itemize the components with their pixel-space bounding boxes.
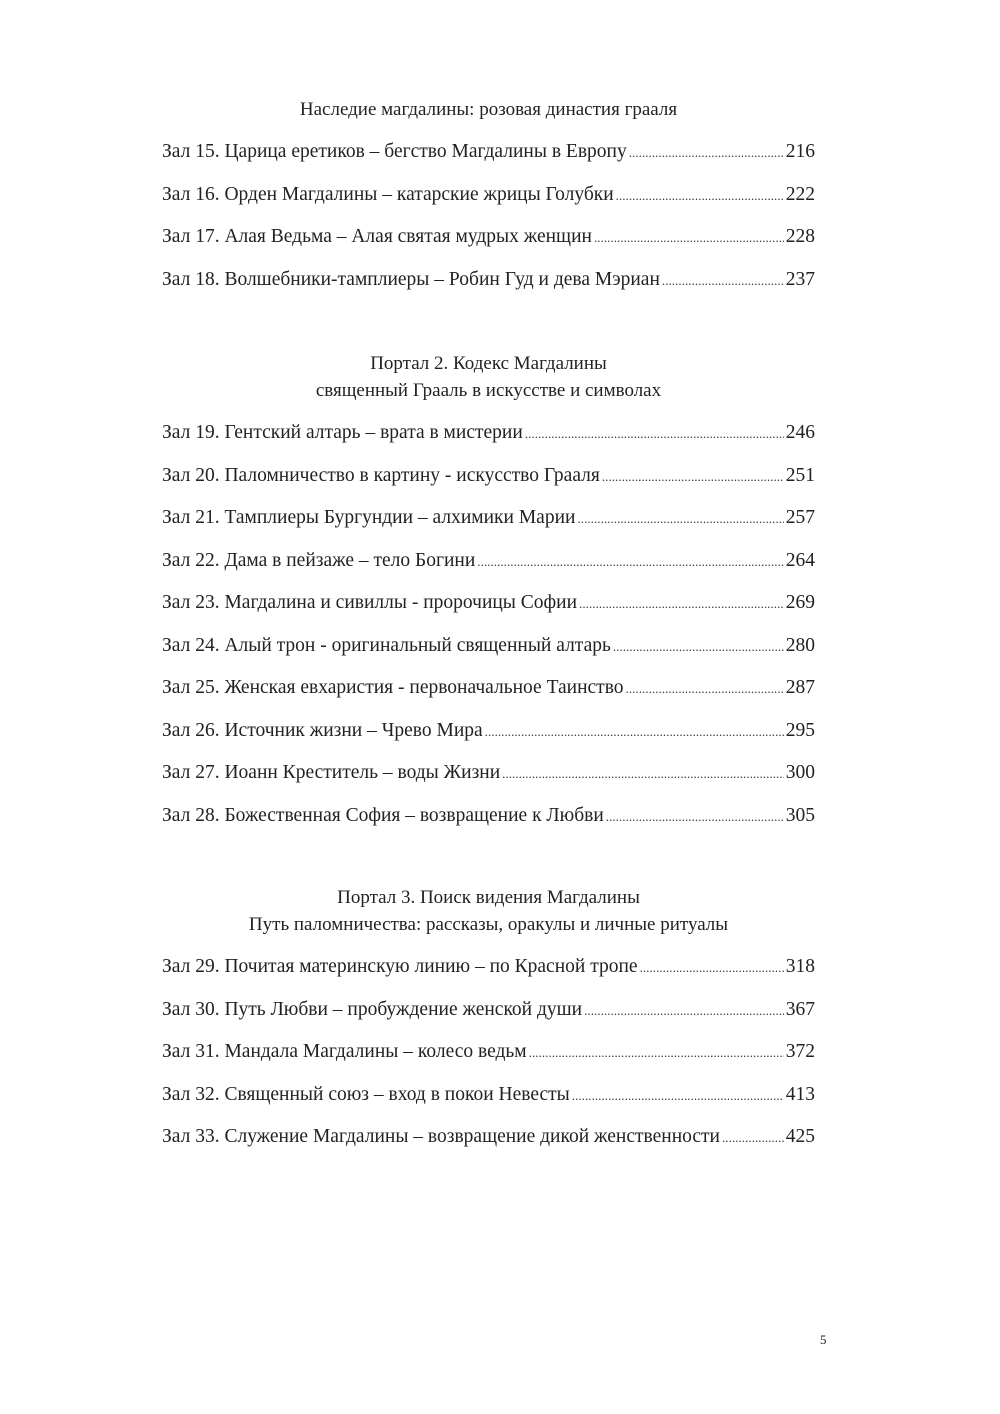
dot-leader [525, 420, 784, 448]
entry-page-number: 287 [785, 677, 815, 698]
toc-entry [162, 1081, 815, 1124]
dot-leader [584, 997, 784, 1025]
dot-leader [485, 718, 784, 746]
dot-leader [626, 675, 784, 703]
entry-title: Зал 15. Царица еретиков – бегство Магдалины в Европу [162, 141, 627, 162]
toc-section-2 [162, 350, 815, 844]
entry-title: Зал 30. Путь Любви – пробуждение женской души [162, 998, 583, 1020]
entry-page-number: 295 [785, 719, 815, 741]
toc-section-3 [162, 884, 815, 1166]
dot-leader [602, 463, 784, 491]
toc-section-1 [162, 96, 815, 308]
section-heading: Наследие магдалины: розовая династия грааля [299, 99, 678, 120]
toc-entry [162, 266, 815, 309]
dot-leader [640, 954, 784, 982]
entry-title: Зал 29. Почитая материнскую линию – по Красной тропе [162, 956, 638, 977]
entry-title: Зал 26. Источник жизни – Чрево Мира [162, 719, 483, 741]
dot-leader [616, 182, 784, 210]
entry-page-number: 269 [785, 592, 815, 613]
entry-title: Зал 33. Служение Магдалины – возвращение дикой женственности [162, 1126, 720, 1147]
entry-title: Зал 28. Божественная София – возвращение к Любви [162, 804, 604, 826]
toc-entry [162, 462, 815, 505]
toc-entry [162, 996, 815, 1039]
dot-leader [579, 590, 784, 618]
entry-title: Зал 22. Дама в пейзаже – тело Богини [162, 549, 476, 571]
entry-page-number: 413 [785, 1083, 815, 1105]
toc-entry [162, 953, 815, 996]
toc-entry [162, 223, 815, 266]
entry-title: Зал 27. Иоанн Креститель – воды Жизни [162, 762, 501, 783]
entry-page-number: 318 [785, 956, 815, 977]
toc-entries [162, 953, 815, 1166]
section-heading: Портал 2. Кодекс Магдалины [370, 353, 607, 374]
toc-entry [162, 1038, 815, 1081]
entry-page-number: 251 [785, 464, 815, 486]
entry-page-number: 264 [785, 549, 815, 571]
dot-leader [594, 224, 784, 252]
entry-title: Зал 17. Алая Ведьма – Алая святая мудрых женщин [162, 226, 592, 247]
dot-leader [502, 760, 784, 788]
entry-title: Зал 25. Женская евхаристия - первоначальное Таинство [162, 677, 624, 698]
entry-title: Зал 20. Паломничество в картину - искусство Грааля [162, 464, 600, 486]
toc-entry [162, 802, 815, 845]
entry-title: Зал 23. Магдалина и сивиллы - пророчицы Софии [162, 592, 578, 613]
toc-entry [162, 181, 815, 224]
dot-leader [722, 1124, 784, 1152]
entry-page-number: 216 [785, 141, 815, 162]
entry-title: Зал 32. Священный союз – вход в покои Невесты [162, 1083, 570, 1105]
section-heading: священный Грааль в искусстве и символах [315, 380, 662, 401]
toc-entry [162, 759, 815, 802]
dot-leader [606, 803, 784, 831]
entry-title: Зал 21. Тамплиеры Бургундии – алхимики Марии [162, 507, 576, 528]
entry-page-number: 246 [785, 422, 815, 443]
entry-page-number: 237 [785, 268, 815, 290]
entry-title: Зал 19. Гентский алтарь – врата в мистерии [162, 422, 523, 443]
dot-leader [529, 1039, 784, 1067]
toc-entry [162, 589, 815, 632]
section-heading: Портал 3. Поиск видения Магдалины [337, 887, 640, 908]
dot-leader [477, 548, 783, 576]
toc-entry [162, 717, 815, 760]
entry-page-number: 300 [785, 762, 815, 783]
toc-entries [162, 138, 815, 308]
entry-page-number: 280 [785, 634, 815, 656]
dot-leader [613, 633, 784, 661]
toc-entries [162, 419, 815, 844]
page-number: 5 [820, 1332, 827, 1347]
toc-entry [162, 674, 815, 717]
entry-page-number: 305 [785, 804, 815, 826]
dot-leader [662, 267, 784, 295]
toc-entry [162, 504, 815, 547]
entry-title: Зал 24. Алый трон - оригинальный священный алтарь [162, 634, 611, 656]
entry-page-number: 367 [785, 998, 815, 1020]
entry-page-number: 222 [785, 183, 815, 205]
toc-entry [162, 1123, 815, 1166]
entry-page-number: 372 [785, 1041, 815, 1062]
section-heading: Путь паломничества: рассказы, оракулы и личные ритуалы [248, 914, 729, 935]
dot-leader [577, 505, 783, 533]
entry-page-number: 425 [785, 1126, 815, 1147]
toc-entry [162, 419, 815, 462]
toc-entry [162, 138, 815, 181]
entry-title: Зал 16. Орден Магдалины – катарские жрицы Голубки [162, 183, 614, 205]
dot-leader [629, 139, 784, 167]
entry-page-number: 228 [785, 226, 815, 247]
entry-title: Зал 18. Волшебники-тамплиеры – Робин Гуд и дева Мэриан [162, 268, 660, 290]
toc-entry [162, 547, 815, 590]
dot-leader [572, 1082, 784, 1110]
entry-page-number: 257 [785, 507, 815, 528]
entry-title: Зал 31. Мандала Магдалины – колесо ведьм [162, 1041, 527, 1062]
toc-entry [162, 632, 815, 675]
